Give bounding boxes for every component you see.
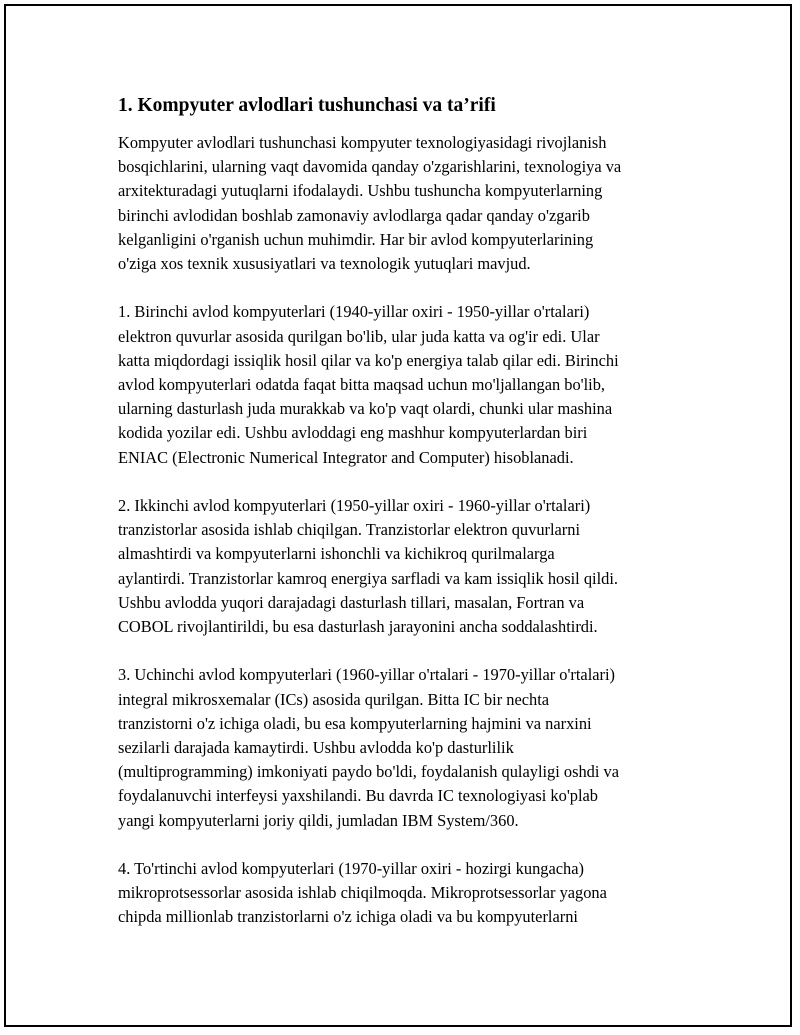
intro-paragraph bbox=[118, 131, 698, 276]
text-line: aylantirdi. Tranzistorlar kamroq energiya sarfladi va kam issiqlik hosil qildi. bbox=[118, 568, 618, 588]
second-generation-paragraph bbox=[118, 494, 698, 639]
text-line: arxitekturadagi yutuqlarni ifodalaydi. Ushbu tushuncha kompyuterlarning bbox=[118, 181, 603, 201]
text-line: 4. To'rtinchi avlod kompyuterlari (1970-yillar oxiri - hozirgi kungacha) bbox=[118, 859, 584, 879]
text-line: birinchi avlodidan boshlab zamonaviy avlodlarga qadar qanday o'zgarib bbox=[118, 205, 590, 225]
text-line: bosqichlarini, ularning vaqt davomida qanday o'zgarishlarini, texnologiya va bbox=[118, 157, 622, 177]
text-line: kodida yozilar edi. Ushbu avloddagi eng mashhur kompyuterlardan biri bbox=[118, 423, 588, 443]
document-body bbox=[118, 93, 698, 954]
section-heading: 1. Kompyuter avlodlari tushunchasi va ta’rifi bbox=[118, 95, 496, 116]
text-line: Kompyuter avlodlari tushunchasi kompyuter texnologiyasidagi rivojlanish bbox=[118, 133, 607, 152]
text-line: mikroprotsessorlar asosida ishlab chiqilmoqda. Mikroprotsessorlar yagona bbox=[118, 883, 607, 903]
text-line: (multiprogramming) imkoniyati paydo bo'ldi, foydalanish qulayligi oshdi va bbox=[118, 762, 619, 782]
fourth-generation-paragraph bbox=[118, 857, 698, 930]
text-line: foydalanuvchi interfeysi yaxshilandi. Bu davrda IC texnologiyasi ko'plab bbox=[118, 786, 598, 806]
text-line: chipda millionlab tranzistorlarni o'z ichiga oladi va bu kompyuterlarni bbox=[118, 907, 578, 927]
third-generation-paragraph bbox=[118, 663, 698, 832]
first-generation-paragraph bbox=[118, 300, 698, 469]
text-line: almashtirdi va kompyuterlarni ishonchli va kichikroq qurilmalarga bbox=[118, 544, 555, 564]
text-line: elektron quvurlar asosida qurilgan bo'lib, ular juda katta va og'ir edi. Ular bbox=[118, 326, 600, 346]
text-line: tranzistorni o'z ichiga oladi, bu esa kompyuterlarning hajmini va narxini bbox=[118, 713, 592, 733]
text-line: katta miqdordagi issiqlik hosil qilar va ko'p energiya talab qilar edi. Birinchi bbox=[118, 350, 619, 370]
text-line: 3. Uchinchi avlod kompyuterlari (1960-yillar o'rtalari - 1970-yillar o'rtalari) bbox=[118, 665, 616, 685]
text-line: ENIAC (Electronic Numerical Integrator and Computer) hisoblanadi. bbox=[118, 447, 574, 467]
text-line: Ushbu avlodda yuqori darajadagi dasturlash tillari, masalan, Fortran va bbox=[118, 592, 585, 612]
text-line: 2. Ikkinchi avlod kompyuterlari (1950-yillar oxiri - 1960-yillar o'rtalari) bbox=[118, 496, 591, 516]
text-line: 1. Birinchi avlod kompyuterlari (1940-yillar oxiri - 1950-yillar o'rtalari) bbox=[118, 302, 590, 322]
text-line: COBOL rivojlantirildi, bu esa dasturlash jarayonini ancha soddalashtirdi. bbox=[118, 617, 598, 637]
text-line: yangi kompyuterlarni joriy qildi, jumladan IBM System/360. bbox=[118, 810, 519, 830]
text-line: kelganligini o'rganish uchun muhimdir. Har bir avlod kompyuterlarining bbox=[118, 229, 594, 249]
text-line: sezilarli darajada kamaytirdi. Ushbu avlodda ko'p dasturlilik bbox=[118, 738, 514, 758]
text-line: tranzistorlar asosida ishlab chiqilgan. Tranzistorlar elektron quvurlarni bbox=[118, 520, 581, 540]
text-line: o'ziga xos texnik xususiyatlari va texnologik yutuqlari mavjud. bbox=[118, 254, 531, 274]
text-line: ularning dasturlash juda murakkab va ko'p vaqt olardi, chunki ular mashina bbox=[118, 399, 613, 419]
text-line: avlod kompyuterlari odatda faqat bitta maqsad uchun mo'ljallangan bo'lib, bbox=[118, 375, 606, 395]
text-line: integral mikrosxemalar (ICs) asosida qurilgan. Bitta IC bir nechta bbox=[118, 689, 550, 709]
